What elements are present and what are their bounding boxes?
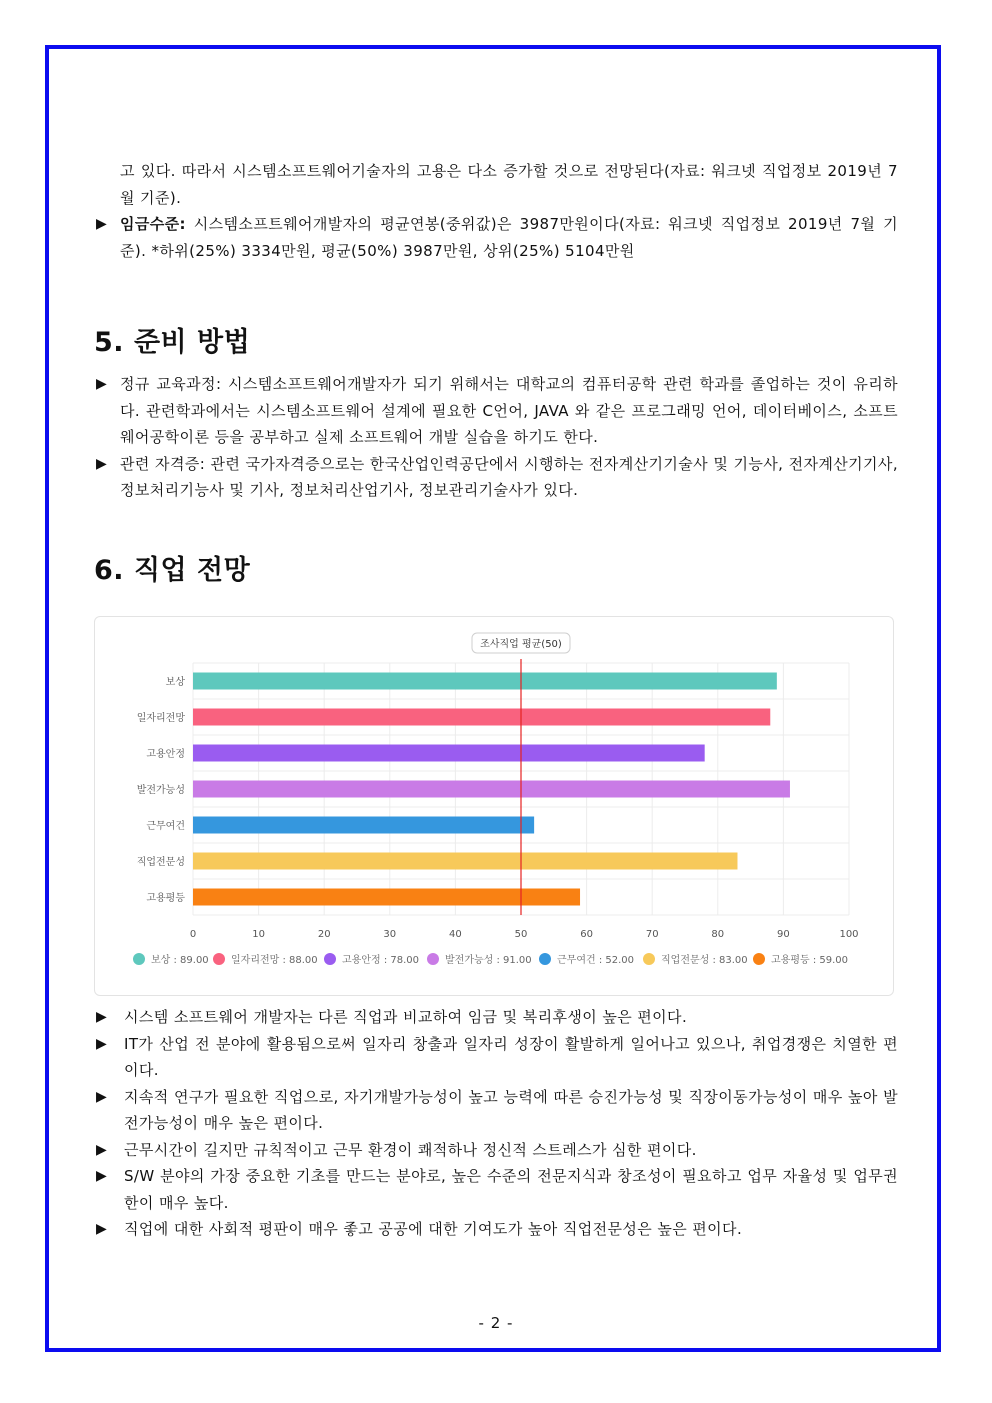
- outlook-item: [94, 1084, 898, 1137]
- x-tick-label: 50: [514, 929, 528, 940]
- outlook-item-text: 지속적 연구가 필요한 직업으로, 자기개발가능성이 높고 능력에 따른 승진가능성 및 직장이동가능성이 매우 높아 발전가능성이 매우 높은 편이다.: [124, 1087, 898, 1132]
- category-label: 직업전문성: [136, 857, 185, 868]
- legend-marker: [324, 953, 336, 965]
- legend-marker: [427, 953, 439, 965]
- legend-marker: [643, 953, 655, 965]
- outlook-item-text: 시스템 소프트웨어 개발자는 다른 직업과 비교하여 임금 및 복리후생이 높은 편이다.: [124, 1008, 688, 1026]
- category-label: 발전가능성: [136, 785, 185, 796]
- document-body: [94, 158, 898, 587]
- wage-text: 시스템소프트웨어개발자의 평균연봉(중위값)은 3987만원이다(자료: 워크넷 직업정보 2019년 7월 기준). *하위(25%) 3334만원, 평균(50%) 3987만원, 상위(25%) 5104만원: [120, 215, 898, 260]
- legend-marker: [753, 953, 765, 965]
- legend-label: 보상 : 89.00: [151, 955, 209, 966]
- category-label: 고용평등: [146, 893, 185, 904]
- x-tick-label: 100: [839, 929, 859, 940]
- outlook-item: [94, 1163, 898, 1216]
- legend-marker: [539, 953, 551, 965]
- bullet-icon: ▶: [96, 376, 108, 392]
- category-label: 고용안정: [146, 749, 185, 760]
- bar-6: [193, 853, 737, 870]
- outlook-item: [94, 1137, 898, 1164]
- x-tick-label: 80: [711, 929, 725, 940]
- legend-label: 근무여건 : 52.00: [557, 955, 634, 966]
- page-number: - 2 -: [478, 1314, 514, 1332]
- category-label: 근무여건: [146, 821, 185, 832]
- outlook-item: [94, 1004, 898, 1031]
- category-label: 일자리전망: [136, 713, 185, 724]
- average-label: 조사직업 평균(50): [480, 639, 562, 650]
- wage-label: 임금수준:: [120, 215, 186, 233]
- outlook-item-text: 직업에 대한 사회적 평판이 매우 좋고 공공에 대한 기여도가 높아 직업전문성은 높은 편이다.: [124, 1220, 743, 1238]
- legend-marker: [213, 953, 225, 965]
- bar-3: [193, 745, 705, 762]
- outlook-item-text: IT가 산업 전 분야에 활용됨으로써 일자리 창출과 일자리 성장이 활발하게 일어나고 있으나, 취업경쟁은 치열한 편이다.: [124, 1034, 898, 1079]
- x-tick-label: 20: [317, 929, 331, 940]
- bar-chart-svg: [95, 617, 895, 997]
- legend-marker: [133, 953, 145, 965]
- prep-item-text: 정규 교육과정: 시스템소프트웨어개발자가 되기 위해서는 대학교의 컴퓨터공학 관련 학과를 졸업하는 것이 유리하다. 관련학과에서는 시스템소프트웨어 설계에 필요한 C언어, JAVA 와 같은 프로그래밍 언어, 데이터베이스, 소프트웨어공학이론 등을 공부하고 실제 소프트웨어 개발 실습을 하기도 한다.: [120, 375, 898, 446]
- bullet-icon: ▶: [96, 216, 108, 232]
- outlook-item-text: S/W 분야의 가장 중요한 기초를 만드는 분야로, 높은 수준의 전문지식과 창조성이 필요하고 업무 자율성 및 업무권한이 매우 높다.: [124, 1167, 898, 1212]
- bullet-icon: ▶: [96, 1168, 108, 1184]
- legend-label: 발전가능성 : 91.00: [445, 955, 532, 966]
- x-tick-label: 30: [383, 929, 397, 940]
- prep-item-text: 관련 자격증: 관련 국가자격증으로는 한국산업인력공단에서 시행하는 전자계산기기술사 및 기능사, 전자계산기기사, 정보처리기능사 및 기사, 정보처리산업기사, 정보관리기술사가 있다.: [120, 454, 898, 499]
- bar-7: [193, 889, 580, 906]
- bullet-icon: ▶: [96, 455, 108, 472]
- legend-label: 고용평등 : 59.00: [771, 955, 848, 966]
- bullet-icon: ▶: [96, 1221, 108, 1237]
- bullet-icon: ▶: [96, 1141, 108, 1158]
- x-tick-label: 70: [645, 929, 659, 940]
- bar-5: [193, 817, 534, 834]
- x-tick-label: 40: [449, 929, 462, 940]
- bullet-icon: ▶: [96, 1035, 108, 1052]
- bullet-icon: ▶: [96, 1009, 108, 1025]
- wage-item: [94, 211, 898, 264]
- outlook-item: [94, 1216, 898, 1243]
- bar-4: [193, 781, 790, 798]
- legend-label: 직업전문성 : 83.00: [661, 955, 748, 966]
- category-label: 보상: [165, 677, 185, 688]
- section-5-title: 5. 준비 방법: [94, 327, 251, 358]
- x-tick-label: 0: [189, 929, 197, 940]
- prep-item-certificate: [94, 451, 898, 504]
- legend-label: 일자리전망 : 88.00: [231, 955, 318, 966]
- outlook-list: [94, 1004, 898, 1243]
- legend-label: 고용안정 : 78.00: [342, 955, 419, 966]
- section-6-title: 6. 직업 전망: [94, 554, 251, 586]
- prep-item-education: [94, 371, 898, 451]
- intro-paragraph: 고 있다. 따라서 시스템소프트웨어기술자의 고용은 다소 증가할 것으로 전망된다(자료: 워크넷 직업정보 2019년 7월 기준).: [120, 162, 898, 207]
- bar-2: [193, 709, 770, 726]
- x-tick-label: 10: [252, 929, 265, 940]
- bullet-icon: ▶: [96, 1088, 108, 1105]
- x-tick-label: 60: [580, 929, 593, 940]
- outlook-item-text: 근무시간이 길지만 규칙적이고 근무 환경이 쾌적하나 정신적 스트레스가 심한 편이다.: [124, 1140, 697, 1159]
- bar-1: [193, 673, 777, 690]
- job-outlook-chart: [94, 616, 894, 996]
- outlook-item: [94, 1031, 898, 1084]
- x-tick-label: 90: [777, 929, 790, 940]
